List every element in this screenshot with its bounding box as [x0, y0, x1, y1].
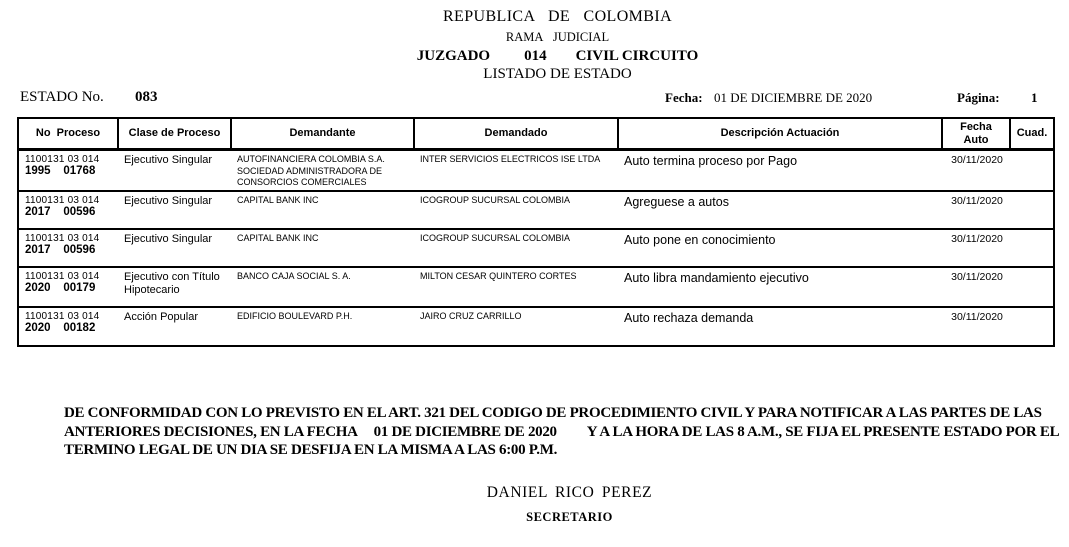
notice-line2-pre: ANTERIORES DECISIONES, EN LA FECHA	[64, 423, 358, 440]
cell-demandado: MILTON CESAR QUINTERO CORTES	[420, 271, 577, 282]
cell-cuad	[1010, 267, 1054, 307]
proceso-number-line1: 1100131 03 014	[25, 271, 100, 283]
col-header-demandado: Demandado	[414, 118, 618, 150]
cell-actuacion: Auto pone en conocimiento	[624, 233, 776, 248]
estado-no-label: ESTADO No.	[20, 89, 104, 105]
cell-clase: Ejecutivo Singular	[124, 154, 213, 167]
cell-clase: Acción Popular	[124, 311, 198, 324]
header-listado-title: LISTADO DE ESTADO	[483, 66, 632, 82]
cell-demandante: AUTOFINANCIERA COLOMBIA S.A. SOCIEDAD ADMINISTRADORA DE CONSORCIOS COMERCIALES	[237, 154, 385, 187]
proceso-number-line1: 1100131 03 014	[25, 233, 100, 245]
legal-notice	[64, 404, 1060, 460]
proceso-number-line2: 1995 01768	[25, 165, 96, 178]
table-header-row	[18, 118, 1054, 150]
cell-actuacion: Agreguese a autos	[624, 195, 729, 210]
table-row	[18, 307, 1054, 346]
table-row	[18, 229, 1054, 267]
cell-demandante: CAPITAL BANK INC	[237, 233, 319, 244]
cell-proceso	[18, 229, 118, 267]
cell-clase: Ejecutivo Singular	[124, 233, 213, 246]
cell-demandante: EDIFICIO BOULEVARD P.H.	[237, 311, 353, 322]
cell-fecha-auto: 30/11/2020	[951, 195, 1003, 208]
estado-table	[17, 117, 1055, 347]
table-row	[18, 150, 1054, 191]
notice-line3: TERMINO LEGAL DE UN DIA SE DESFIJA EN LA MISMA A LAS 6:00 P.M.	[64, 442, 558, 458]
juzgado-number: 014	[524, 48, 547, 64]
cell-proceso	[18, 150, 118, 191]
cell-demandado: JAIRO CRUZ CARRILLO	[420, 311, 522, 322]
estado-no-value: 083	[135, 89, 158, 105]
secretary-name: DANIEL RICO PEREZ	[486, 484, 653, 501]
cell-proceso	[18, 191, 118, 229]
table-row	[18, 267, 1054, 307]
cell-proceso	[18, 267, 118, 307]
cell-actuacion: Auto rechaza demanda	[624, 311, 754, 326]
estado-table-container	[17, 117, 1055, 347]
proceso-number-line2: 2020 00179	[25, 282, 96, 295]
cell-fecha-auto: 30/11/2020	[951, 233, 1003, 246]
header-rama-judicial: RAMA JUDICIAL	[505, 30, 610, 44]
cell-cuad	[1010, 191, 1054, 229]
document-header	[46, 8, 1069, 83]
cell-cuad	[1010, 229, 1054, 267]
cell-fecha-auto: 30/11/2020	[951, 271, 1003, 284]
col-header-cuad: Cuad.	[1010, 118, 1054, 150]
secretary-title: SECRETARIO	[526, 510, 613, 524]
col-header-fecha-auto	[942, 118, 1010, 150]
col-header-fecha-line2: Auto	[963, 133, 989, 146]
fecha-label: Fecha:	[665, 90, 703, 105]
cell-demandante: CAPITAL BANK INC	[237, 195, 319, 206]
pagina-label: Página:	[957, 90, 1000, 105]
cell-demandante: BANCO CAJA SOCIAL S. A.	[237, 271, 351, 282]
col-header-proceso	[18, 118, 118, 150]
notice-date: 01 DE DICIEMBRE DE 2020	[373, 423, 557, 440]
cell-clase: Ejecutivo Singular	[124, 195, 213, 208]
proceso-number-line1: 1100131 03 014	[25, 154, 100, 166]
cell-actuacion: Auto libra mandamiento ejecutivo	[624, 271, 809, 286]
proceso-number-line2: 2017 00596	[25, 244, 96, 257]
proceso-number-line1: 1100131 03 014	[25, 195, 100, 207]
cell-fecha-auto: 30/11/2020	[951, 311, 1003, 324]
cell-demandado: ICOGROUP SUCURSAL COLOMBIA	[420, 195, 571, 206]
juzgado-type: CIVIL CIRCUITO	[575, 48, 699, 64]
cell-cuad	[1010, 150, 1054, 191]
notice-line2-post: Y A LA HORA DE LAS 8 A.M., SE FIJA EL PRESENTE ESTADO POR EL	[586, 423, 1060, 440]
table-row	[18, 191, 1054, 229]
col-header-fecha-line1: Fecha	[960, 121, 992, 133]
cell-actuacion: Auto termina proceso por Pago	[624, 154, 798, 169]
col-header-demandante: Demandante	[231, 118, 414, 150]
cell-proceso	[18, 307, 118, 346]
cell-demandado: ICOGROUP SUCURSAL COLOMBIA	[420, 233, 571, 244]
cell-fecha-auto: 30/11/2020	[951, 154, 1003, 167]
header-country: REPUBLICA DE COLOMBIA	[442, 8, 673, 25]
col-header-actuacion: Descripción Actuación	[618, 118, 942, 150]
header-juzgado-line	[46, 48, 1069, 65]
proceso-number-line2: 2020 00182	[25, 322, 96, 335]
col-header-proceso-label: No Proceso	[35, 127, 101, 140]
cell-cuad	[1010, 307, 1054, 346]
cell-demandado: INTER SERVICIOS ELECTRICOS ISE LTDA	[420, 154, 601, 165]
notice-line2	[64, 423, 1060, 442]
juzgado-label: JUZGADO	[416, 48, 491, 64]
pagina-value: 1	[1031, 90, 1038, 105]
fecha-value: 01 DE DICIEMBRE DE 2020	[714, 90, 873, 105]
cell-clase: Ejecutivo con Título Hipotecario	[124, 271, 220, 297]
signature-block	[70, 484, 1069, 525]
notice-line1: DE CONFORMIDAD CON LO PREVISTO EN EL ART. 321 DEL CODIGO DE PROCEDIMIENTO CIVIL Y PARA NOTIFICAR A LAS PARTES DE LAS	[64, 405, 1042, 421]
col-header-clase: Clase de Proceso	[118, 118, 231, 150]
proceso-number-line2: 2017 00596	[25, 206, 96, 219]
proceso-number-line1: 1100131 03 014	[25, 311, 100, 323]
